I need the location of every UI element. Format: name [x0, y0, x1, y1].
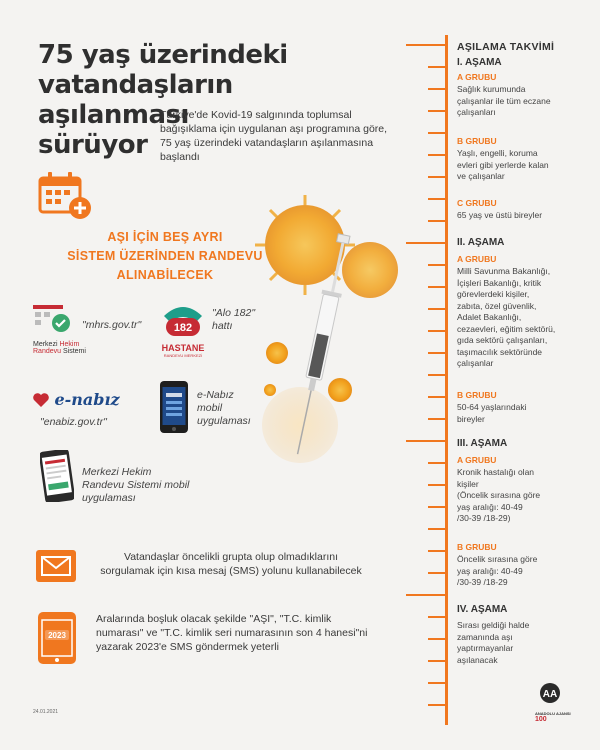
timeline-tick — [428, 132, 446, 134]
envelope-icon — [36, 550, 76, 582]
timeline-tick — [428, 352, 446, 354]
virus-right — [342, 242, 398, 298]
hastane-logo-text: HASTANE — [161, 343, 205, 353]
phase1-group-a-text — [457, 84, 597, 119]
text-line: Sağlık kurumunda — [457, 84, 526, 94]
phase3-group-b-text — [457, 554, 597, 589]
text-line: Yaşlı, engelli, koruma — [457, 148, 538, 158]
timeline-tick — [428, 704, 446, 706]
mhrs-caption: "mhrs.gov.tr" — [82, 319, 142, 331]
text-line: Kronik hastalığı olan — [457, 467, 535, 477]
sms-2023-text: Aralarında boşluk olacak şekilde "AŞI", "T.C. kimlik numarası" ve "T.C. kimlik seri numarasının son 4 hanesi"ni yazarak 2023'e SMS göndermek yeterli — [96, 613, 368, 653]
timeline-axis — [445, 35, 448, 725]
alo182-caption-line: "Alo 182" — [212, 307, 256, 319]
enabiz-app-caption — [197, 389, 251, 428]
mhrs-app-caption-line: Randevu Sistemi mobil — [82, 479, 190, 491]
hastane-logo-sub: RANDEVU MERKEZİ — [163, 353, 203, 358]
timeline-tick — [428, 88, 446, 90]
aa-logo-mark: AA — [542, 689, 558, 700]
text-line: taşımacılık sektöründe — [457, 346, 543, 357]
phase1-group-b-text — [457, 148, 597, 183]
alo182-channel[interactable] — [158, 302, 208, 358]
mhrs-logo-word: Sistemi — [62, 348, 86, 355]
timeline-tick — [428, 308, 446, 310]
phone-2023-icon — [38, 612, 76, 664]
timeline-tick — [428, 528, 446, 530]
phase4-text — [457, 620, 597, 666]
timeline-tick — [428, 660, 446, 662]
timeline-tick — [428, 374, 446, 376]
phase3-group-a-text — [457, 467, 597, 525]
enabiz-caption: "enabiz.gov.tr" — [40, 416, 107, 428]
text-line: kişiler — [457, 478, 479, 489]
text-line: zabıta, özel güvenlik, — [457, 300, 537, 311]
text-line: yaş aralığı: 40-49 — [457, 501, 523, 512]
enabiz-app-caption-line: e-Nabız — [197, 389, 234, 401]
enabiz-channel[interactable] — [32, 390, 120, 409]
text-line: 65 yaş ve üstü bireyler — [457, 210, 543, 220]
timeline-tick — [428, 264, 446, 266]
heart-icon — [32, 392, 50, 408]
aa-logo-text: ANADOLU AJANSI — [535, 711, 571, 716]
timeline-tick — [428, 330, 446, 332]
text-line: /30-39 /18-29 — [457, 577, 508, 587]
smartphone-mhrs-icon — [40, 450, 74, 502]
timeline-tick — [428, 616, 446, 618]
mhrs-app-caption — [82, 466, 189, 505]
timeline-tick — [428, 550, 446, 552]
phase2-group-a-text — [457, 266, 597, 370]
smartphone-enabiz-icon — [160, 381, 188, 433]
phase3-group-a: A GRUBU — [457, 455, 497, 465]
mhrs-app-caption-line: uygulaması — [82, 492, 136, 504]
text-line: çalışanlar — [457, 358, 494, 368]
timeline-tick — [428, 110, 446, 112]
text-line: aşılanacak — [457, 654, 498, 665]
timeline-tick — [428, 66, 446, 68]
text-line: bireyler — [457, 413, 485, 424]
mhrs-logo-word: Merkezi — [33, 341, 58, 348]
phase2-group-a: A GRUBU — [457, 254, 497, 264]
sms-2023-badge: 2023 — [48, 631, 66, 640]
enabiz-app-caption-line: uygulaması — [197, 415, 251, 427]
timeline-tick — [428, 462, 446, 464]
text-line: zamanında aşı — [457, 631, 513, 642]
text-line: evleri gibi yerlerde kalan — [457, 159, 549, 170]
phase1-group-a: A GRUBU — [457, 72, 497, 82]
timeline-tick — [406, 594, 448, 596]
text-line: yaptırmayanlar — [457, 643, 514, 653]
phase4-label: IV. AŞAMA — [457, 604, 508, 615]
alo182-caption-line: hattı — [212, 320, 233, 332]
mhrs-logo-icon — [33, 305, 73, 333]
text-line: /30-39 /18-29) — [457, 513, 511, 523]
calendar-plus-icon — [38, 170, 94, 220]
timeline-tick — [428, 638, 446, 640]
text-line: cezaevleri, eğitim sektörü, — [457, 323, 556, 334]
title-line-1: 75 yaş üzerindeki — [38, 40, 288, 70]
schedule-title: AŞILAMA TAKVİMİ — [457, 41, 555, 53]
title-line-2: vatandaşların aşılanması — [38, 70, 233, 130]
text-line: görevlerdeki kişiler, — [457, 289, 530, 299]
text-line: Sırası geldiği halde — [457, 620, 530, 630]
text-line: 50-64 yaşlarındaki — [457, 402, 527, 412]
phase1-group-c: C GRUBU — [457, 198, 497, 208]
appointment-heading-line: AŞI İÇİN BEŞ AYRI — [107, 230, 223, 244]
vaccine-illustration — [225, 175, 425, 495]
alo182-caption — [212, 307, 255, 333]
text-line: ve çalışanlar — [457, 171, 505, 181]
phase2-group-b: B GRUBU — [457, 390, 497, 400]
timeline-tick — [428, 572, 446, 574]
sms-info-text: Vatandaşlar öncelikli grupta olup olmadıklarını sorgulamak için kısa mesaj (SMS) yolunu kullanabilecek — [100, 551, 362, 577]
phase2-group-b-text — [457, 402, 597, 425]
phase1-label: I. AŞAMA — [457, 57, 502, 68]
phase1-group-c-text — [457, 210, 597, 222]
mhrs-logo-word: Hekim — [59, 341, 80, 348]
aa-anniversary: 100 — [535, 716, 547, 723]
phase3-label: III. AŞAMA — [457, 438, 508, 449]
timeline-tick — [428, 154, 446, 156]
appointment-heading-line: ALINABİLECEK — [116, 268, 214, 282]
publish-date: 24.01.2021 — [33, 709, 59, 715]
virus-large — [255, 195, 355, 295]
timeline-tick — [428, 286, 446, 288]
anadolu-logo — [535, 682, 571, 723]
enabiz-logo-text: e-nabız — [54, 390, 120, 409]
timeline-tick — [428, 198, 446, 200]
phase1-group-b: B GRUBU — [457, 136, 497, 146]
timeline-tick — [428, 396, 446, 398]
badge-182: 182 — [173, 322, 193, 334]
phase3-group-b: B GRUBU — [457, 542, 497, 552]
timeline-tick — [406, 242, 448, 244]
enabiz-app-caption-line: mobil — [197, 402, 223, 414]
timeline-tick — [406, 440, 448, 442]
text-line: Öncelik sırasına göre — [457, 554, 538, 564]
timeline-tick — [428, 506, 446, 508]
aa-logo-icon — [535, 682, 565, 706]
timeline-tick — [428, 682, 446, 684]
text-line: yaş aralığı: 40-49 — [457, 565, 523, 576]
mhrs-app-caption-line: Merkezi Hekim — [82, 466, 152, 478]
phone-182-icon — [160, 302, 206, 338]
timeline-tick — [428, 176, 446, 178]
timeline-tick — [428, 418, 446, 420]
mhrs-logo-word: Randevu — [33, 348, 62, 355]
text-line: (Öncelik sırasına göre — [457, 490, 541, 500]
text-line: çalışanlar ile tüm eczane — [457, 95, 551, 106]
text-line: Milli Savunma Bakanlığı, — [457, 266, 551, 276]
title-line-3: sürüyor — [38, 130, 148, 160]
intro-text: Türkiye'de Kovid-19 salgınında toplumsal bağışıklama için uygulanan aşı programına göre, 75 yaş üzerindeki vatandaşların aşılanmasına başlandı — [160, 109, 388, 163]
timeline-tick — [406, 44, 448, 46]
timeline-tick — [428, 220, 446, 222]
phase2-label: II. AŞAMA — [457, 237, 505, 248]
text-line: gıda sektörü çalışanları, — [457, 335, 548, 345]
appointment-heading-line: SİSTEM ÜZERİNDEN RANDEVU — [67, 249, 263, 263]
mhrs-logo-text — [33, 341, 143, 355]
text-line: çalışanları — [457, 107, 496, 117]
timeline-tick — [428, 484, 446, 486]
virus-faded — [262, 387, 338, 463]
text-line: İçişleri Bakanlığı, kritik — [457, 277, 542, 288]
text-line: Adalet Bakanlığı, — [457, 312, 522, 322]
